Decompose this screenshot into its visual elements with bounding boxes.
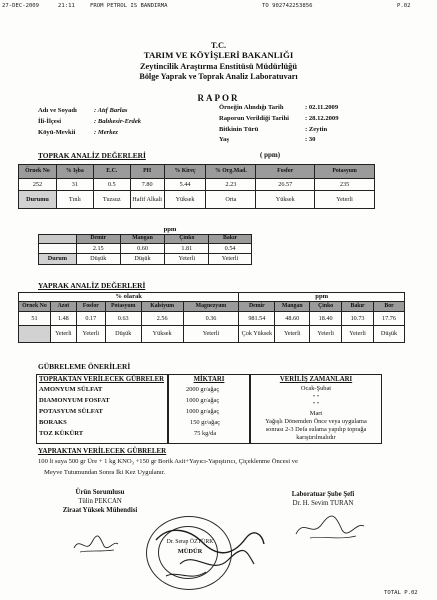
soil-header-row xyxy=(19,165,375,179)
stamp-signature-scrawl xyxy=(150,520,270,590)
lab-title: Bölge Yaprak ve Toprak Analiz Laboratuvarı xyxy=(139,72,298,81)
soil-value-cell: 252 xyxy=(19,179,57,191)
soil-header-cell: Fosfor xyxy=(256,165,315,179)
soil-analysis-table xyxy=(18,164,375,209)
leaf-header-cell: Bor xyxy=(374,302,405,312)
timing-line: " " xyxy=(312,394,320,401)
info-label: Adı ve Soyadı xyxy=(38,107,77,114)
leaf-header-cell: Örnek No xyxy=(19,302,51,312)
info-label: Örneğin Alındığı Tarih xyxy=(219,104,284,111)
leaf-value-cell: 0.17 xyxy=(76,312,105,326)
info-label: İli-İlçesi xyxy=(38,118,62,125)
soil-status-cell: Hafif Alkali xyxy=(130,191,164,209)
info-label: Raporun Verildiği Tarihi xyxy=(219,115,289,122)
leaf-value-cell: 1.48 xyxy=(50,312,76,326)
leaf-status-cell: Yüksek xyxy=(141,326,183,343)
lab-chief-title: Laboratuar Şube Şefi xyxy=(291,491,355,498)
leaf-analysis-table xyxy=(18,292,405,343)
soil-header-cell: PH xyxy=(130,165,164,179)
soil-value-cell: 5.44 xyxy=(164,179,206,191)
leaf-status-cell: Yeterli xyxy=(310,326,342,343)
soil-value-cell: 26.57 xyxy=(256,179,315,191)
timing-line: " " xyxy=(312,401,320,408)
soil-value-cell: 235 xyxy=(315,179,375,191)
info-value: : 28.12.2009 xyxy=(305,115,339,122)
micro-status-cell: Yeterli xyxy=(209,254,252,265)
leaf-value-row xyxy=(19,312,405,326)
micro-status-cell: Yeterli xyxy=(165,254,209,265)
leaf-value-cell: 2.56 xyxy=(141,312,183,326)
leaf-header-cell: Kalsiyum xyxy=(141,302,183,312)
soil-value-cell: 31 xyxy=(56,179,93,191)
leaf-status-row xyxy=(19,326,405,343)
leaf-header-row xyxy=(19,302,405,312)
info-value: : Atıf Barlas xyxy=(94,107,128,114)
info-value: : 30 xyxy=(305,136,316,143)
leaf-fertilizer-instruction: 100 lt suya 500 gr Üre + 1 kg KNO₃ +150 gr Borik Asit+Yayıcı-Yapıştırıcı, Çiçeklenme Öncesi ve xyxy=(38,458,298,465)
fertilizer-amount: 2000 gr/ağaç xyxy=(186,386,220,393)
fertilizer-amount: 1000 gr/ağaç xyxy=(186,397,220,404)
leaf-ppm-group: ppm xyxy=(239,293,405,302)
leaf-value-cell: 981.54 xyxy=(239,312,275,326)
micro-status-label: Durum xyxy=(39,254,77,265)
leaf-status-cell: Düşük xyxy=(105,326,141,343)
fertilizer-amount: 150 gr/ağaç xyxy=(190,419,220,426)
leaf-header-cell: Azot xyxy=(50,302,76,312)
leaf-status-cell: Yeterli xyxy=(275,326,310,343)
leaf-header-cell: Çinko xyxy=(310,302,342,312)
leaf-status-cell: Düşük xyxy=(374,326,405,343)
leaf-status-corner xyxy=(19,326,51,343)
fax-total-pages: TOTAL P.02 xyxy=(384,590,418,596)
leaf-percent-group: % olarak xyxy=(19,293,239,302)
leaf-value-cell: 0.63 xyxy=(105,312,141,326)
soil-header-cell: Potasyum xyxy=(315,165,375,179)
leaf-header-cell: Bakır xyxy=(342,302,374,312)
info-value: : 02.11.2009 xyxy=(305,104,339,111)
fertilizer-name: POTASYUM SÜLFAT xyxy=(39,408,103,415)
fertilizer-name: TOZ KÜKÜRT xyxy=(39,430,84,437)
micro-empty-cell xyxy=(39,244,77,254)
micro-status-cell: Düşük xyxy=(76,254,120,265)
micro-value-cell: 0.54 xyxy=(209,244,252,254)
leaf-value-cell: 10.73 xyxy=(342,312,374,326)
leaf-value-cell: 18.40 xyxy=(310,312,342,326)
soil-value-row xyxy=(19,179,375,191)
fax-from: FROM PETROL IS BANDIRMA xyxy=(90,3,168,9)
leaf-fertilizer-title: YAPRAKTAN VERİLECEK GÜBRELER xyxy=(38,447,167,455)
soil-status-cell: Yüksek xyxy=(164,191,206,209)
fertilizer-name: DIAMONYUM FOSFAT xyxy=(39,397,110,404)
leaf-header-cell: Demir xyxy=(239,302,275,312)
soil-value-cell: 7.80 xyxy=(130,179,164,191)
soil-header-cell: Örnek No xyxy=(19,165,57,179)
info-label: Köyü-Mevkii xyxy=(38,129,76,136)
info-value: : Balıkesir-Erdek xyxy=(94,118,142,125)
soil-status-cell: Yüksek xyxy=(256,191,315,209)
timing-line: karıştırılmalıdır xyxy=(296,434,336,441)
soil-fertilizer-title: TOPRAKTAN VERİLECEK GÜBRELER xyxy=(39,376,165,383)
leaf-status-cell: Çok Yüksek xyxy=(239,326,275,343)
micro-header-cell: Bakır xyxy=(209,235,252,244)
timing-line: sonrası 2-3 Defa sulama yapılıp toprağa xyxy=(265,426,367,433)
soil-status-label: Durumu xyxy=(19,191,57,209)
soil-header-cell: % Org.Mad. xyxy=(206,165,256,179)
fertilizer-name: BORAKS xyxy=(39,419,67,426)
leaf-status-cell: Yeterli xyxy=(76,326,105,343)
leaf-fertilizer-instruction: Meyve Tutumundan Sonra İki Kez Uygulanır. xyxy=(44,469,166,476)
leaf-header-cell: Potasyum xyxy=(105,302,141,312)
soil-status-cell: Orta xyxy=(206,191,256,209)
fax-to: TO 902742253856 xyxy=(262,3,313,9)
fertilizer-amount-title: MİKTARI xyxy=(193,376,225,383)
product-manager-name: Tülin PEKCAN xyxy=(78,498,122,505)
micro-value-cell: 0.60 xyxy=(120,244,165,254)
soil-header-cell: E.C. xyxy=(93,165,130,179)
leaf-header-cell: Fosfor xyxy=(76,302,105,312)
stamp-title: MÜDÜR xyxy=(177,548,203,555)
product-manager-role: Ziraat Yüksek Mühendisi xyxy=(62,507,138,514)
handwritten-signature-right xyxy=(290,510,370,544)
micro-corner-cell xyxy=(39,235,77,244)
micro-unit: ppm xyxy=(163,226,177,233)
leaf-group-row xyxy=(19,293,405,302)
leaf-header-cell: Magnezyum xyxy=(183,302,239,312)
soil-value-cell: 2.23 xyxy=(206,179,256,191)
micro-header-row xyxy=(39,235,252,244)
timing-line: Mart xyxy=(309,410,323,417)
timing-line: Ocak-Şubat xyxy=(300,385,332,392)
micro-value-cell: 2.15 xyxy=(76,244,120,254)
institute-title: Zeytincilik Araştırma Enstitüsü Müdürlüğü xyxy=(139,62,298,71)
soil-analysis-title: TOPRAK ANALİZ DEĞERLERİ xyxy=(38,151,146,160)
micro-value-row xyxy=(39,244,252,254)
soil-status-cell: Tuzsuz xyxy=(93,191,130,209)
soil-status-cell: Tınlı xyxy=(56,191,93,209)
leaf-analysis-title: YAPRAK ANALİZ DEĞERLERİ xyxy=(38,281,146,290)
soil-header-cell: % Işba xyxy=(56,165,93,179)
info-label: Bitkinin Türü xyxy=(219,126,259,133)
soil-value-cell: 0.5 xyxy=(93,179,130,191)
fax-page-number: P.02 xyxy=(397,3,411,9)
fax-date: 27-DEC-2009 xyxy=(2,3,40,9)
product-manager-title: Ürün Sorumlusu xyxy=(75,489,125,496)
leaf-value-cell: 48.60 xyxy=(275,312,310,326)
tc-label: T.C. xyxy=(210,41,227,50)
leaf-value-cell: 0.36 xyxy=(183,312,239,326)
info-value: : Merkez xyxy=(94,129,118,136)
handwritten-signature-left xyxy=(70,530,122,558)
leaf-header-cell: Mangan xyxy=(275,302,310,312)
soil-unit: ( ppm) xyxy=(260,151,281,159)
micro-header-cell: Çinko xyxy=(165,235,209,244)
application-timing-title: VERİLİŞ ZAMANLARI xyxy=(279,376,353,383)
fertilization-title: GÜBRELEME ÖNERİLERİ xyxy=(38,362,131,371)
leaf-status-cell: Yeterli xyxy=(50,326,76,343)
leaf-status-cell: Yeterli xyxy=(342,326,374,343)
fertilizer-name: AMONYUM SÜLFAT xyxy=(39,386,103,393)
report-title: RAPOR xyxy=(197,93,240,103)
info-value: : Zeytin xyxy=(305,126,328,133)
micro-value-cell: 1.81 xyxy=(165,244,209,254)
micro-header-cell: Mangan xyxy=(120,235,165,244)
ministry-title: TARIM VE KÖYİŞLERİ BAKANLIĞI xyxy=(143,50,294,60)
leaf-value-cell: 17.76 xyxy=(374,312,405,326)
soil-status-cell: Yeterli xyxy=(315,191,375,209)
info-label: Yaş xyxy=(219,136,229,143)
leaf-status-cell: Yeterli xyxy=(183,326,239,343)
fertilizer-amount: 1000 gr/ağaç xyxy=(186,408,220,415)
timing-line: Yağışlı Dönemden Önce veya uygulama xyxy=(265,418,367,425)
fertilizer-amount: 75 kg/da xyxy=(194,430,217,437)
lab-chief-name: Dr. H. Sevim TURAN xyxy=(292,500,354,507)
soil-header-cell: % Kireç xyxy=(164,165,206,179)
stamp-name: Dr. Serap ÖZTÜRK xyxy=(166,539,214,545)
leaf-value-cell: 51 xyxy=(19,312,51,326)
fax-time: 21:11 xyxy=(58,3,75,9)
micro-status-row xyxy=(39,254,252,265)
micronutrient-table xyxy=(38,234,252,265)
soil-status-row xyxy=(19,191,375,209)
micro-status-cell: Düşük xyxy=(120,254,165,265)
micro-header-cell: Demir xyxy=(76,235,120,244)
